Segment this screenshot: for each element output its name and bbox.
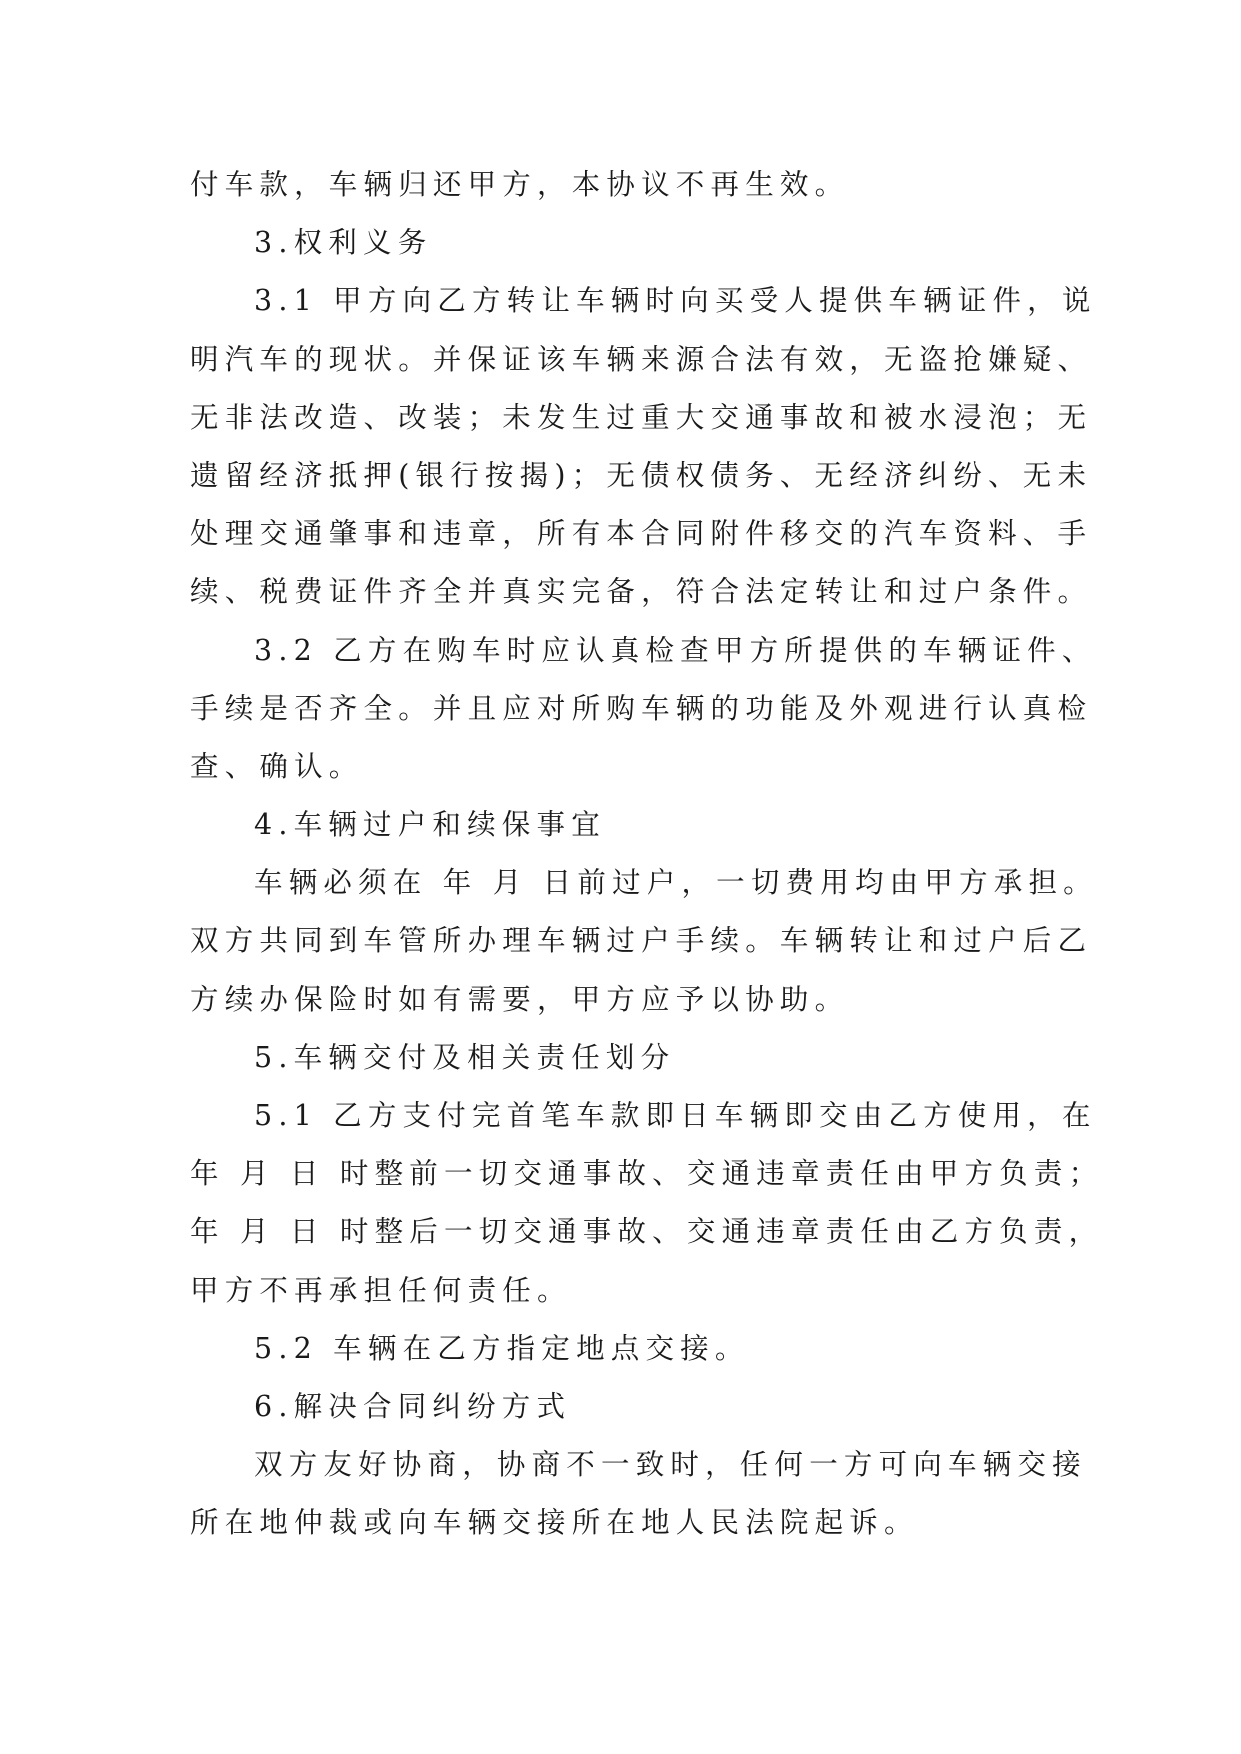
document-line: 年 月 日 时整后一切交通事故、交通违章责任由乙方负责，: [190, 1215, 1104, 1249]
document-body: [190, 156, 1104, 1553]
document-line: 3.1 甲方向乙方转让车辆时向买受人提供车辆证件，说: [254, 284, 1097, 318]
document-line: 无非法改造、改装；未发生过重大交通事故和被水浸泡；无: [190, 400, 1093, 434]
document-line: 双方共同到车管所办理车辆过户手续。车辆转让和过户后乙: [190, 924, 1093, 958]
document-line: 付车款，车辆归还甲方，本协议不再生效。: [190, 168, 850, 201]
document-line: 3.2 乙方在购车时应认真检查甲方所提供的车辆证件、: [254, 633, 1097, 667]
document-line: 年 月 日 时整前一切交通事故、交通违章责任由甲方负责；: [190, 1157, 1104, 1191]
document-line: 4.车辆过户和续保事宜: [254, 808, 606, 842]
document-line: 手续是否齐全。并且应对所购车辆的功能及外观进行认真检: [190, 691, 1093, 725]
document-line: 处理交通肇事和违章，所有本合同附件移交的汽车资料、手: [190, 517, 1093, 551]
document-line: 5.2 车辆在乙方指定地点交接。: [254, 1331, 750, 1365]
document-line: 车辆必须在 年 月 日前过户，一切费用均由甲方承担。: [254, 866, 1098, 900]
document-line: 甲方不再承担任何责任。: [190, 1273, 572, 1307]
document-line: 3.权利义务: [254, 226, 433, 260]
document-line: 查、确认。: [190, 749, 364, 783]
document-line: 5.车辆交付及相关责任划分: [254, 1040, 676, 1074]
document-line: 所在地仲裁或向车辆交接所在地人民法院起诉。: [190, 1506, 919, 1540]
document-line: 遗留经济抵押(银行按揭)；无债权债务、无经济纠纷、无未: [190, 458, 1093, 492]
document-line: 6.解决合同纠纷方式: [254, 1389, 572, 1423]
document-line: 明汽车的现状。并保证该车辆来源合法有效，无盗抢嫌疑、: [190, 342, 1093, 376]
document-line: 双方友好协商，协商不一致时，任何一方可向车辆交接: [254, 1448, 1087, 1482]
document-line: 方续办保险时如有需要，甲方应予以协助。: [190, 982, 850, 1016]
document-line: 续、税费证件齐全并真实完备，符合法定转让和过户条件。: [190, 575, 1093, 609]
document-line: 5.1 乙方支付完首笔车款即日车辆即交由乙方使用，在: [254, 1099, 1097, 1132]
